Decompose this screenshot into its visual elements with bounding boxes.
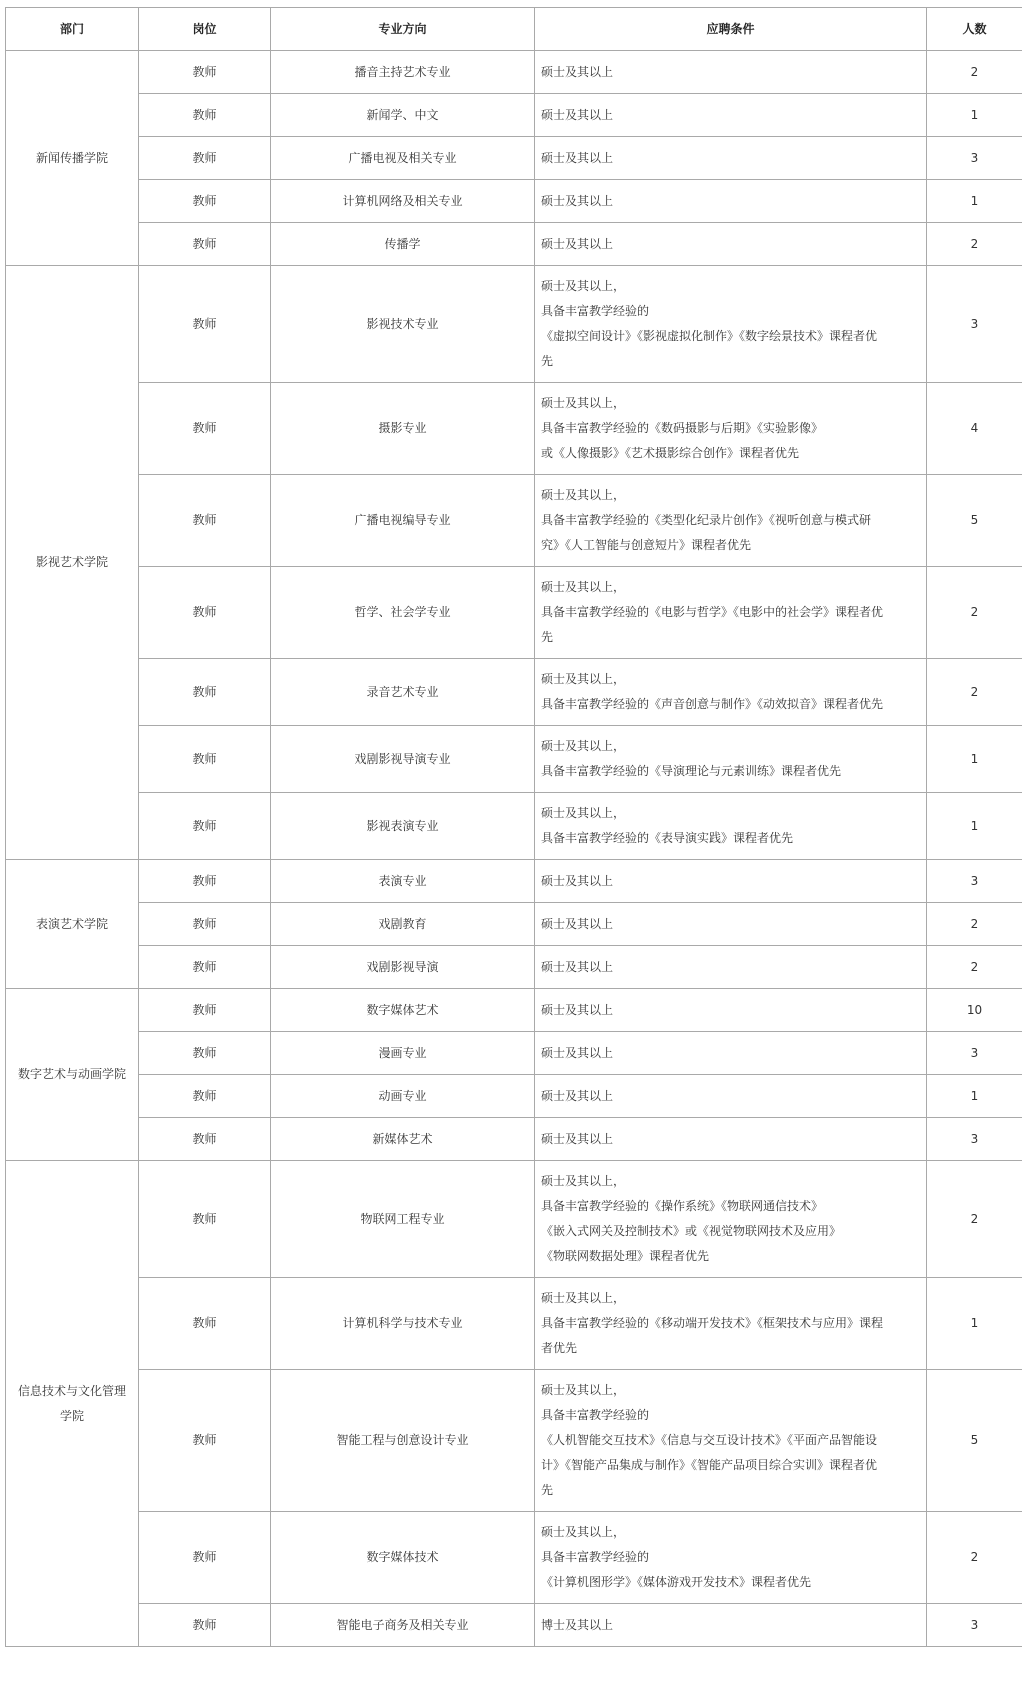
- requirement-cell: [535, 1604, 927, 1647]
- count-cell: 2: [927, 659, 1023, 726]
- table-row: [6, 860, 1023, 903]
- requirement-line: 硕士及其以上: [541, 959, 614, 974]
- requirement-cell: [535, 51, 927, 94]
- major-cell: 广播电视及相关专业: [271, 137, 535, 180]
- count-cell: 5: [927, 475, 1023, 567]
- requirement-cell: [535, 946, 927, 989]
- major-cell: 智能工程与创意设计专业: [271, 1370, 535, 1512]
- requirement-cell: [535, 989, 927, 1032]
- count-cell: 2: [927, 51, 1023, 94]
- requirement-line: 硕士及其以上，: [541, 396, 626, 410]
- position-cell: 教师: [139, 266, 271, 383]
- count-cell: 2: [927, 1161, 1023, 1278]
- count-cell: 3: [927, 1118, 1023, 1161]
- table-row: [6, 1118, 1023, 1161]
- table-header-row: [6, 8, 1023, 51]
- count-cell: 2: [927, 567, 1023, 659]
- major-cell: 哲学、社会学专业: [271, 567, 535, 659]
- requirement-line: 硕士及其以上，: [541, 1174, 626, 1188]
- requirement-cell: [535, 94, 927, 137]
- table-row: [6, 223, 1023, 266]
- requirement-line: 《计算机图形学》《媒体游戏开发技术》课程者优先: [541, 1575, 812, 1589]
- major-cell: 影视技术专业: [271, 266, 535, 383]
- dept-cell: 数字艺术与动画学院: [6, 989, 139, 1161]
- requirement-line: 具备丰富教学经验的《操作系统》《物联网通信技术》: [541, 1199, 824, 1213]
- requirement-line: 硕士及其以上: [541, 236, 614, 251]
- major-cell: 漫画专业: [271, 1032, 535, 1075]
- requirement-line: 计》《智能产品集成与制作》《智能产品项目综合实训》课程者优: [541, 1458, 878, 1472]
- requirement-line: 具备丰富教学经验的: [541, 304, 650, 318]
- count-cell: 4: [927, 383, 1023, 475]
- count-cell: 1: [927, 94, 1023, 137]
- table-row: [6, 51, 1023, 94]
- requirement-line: 具备丰富教学经验的《移动端开发技术》《框架技术与应用》课程: [541, 1316, 884, 1330]
- major-cell: 录音艺术专业: [271, 659, 535, 726]
- header-dept: 部门: [6, 8, 139, 51]
- position-cell: 教师: [139, 567, 271, 659]
- header-position: 岗位: [139, 8, 271, 51]
- requirement-line: 具备丰富教学经验的: [541, 1408, 650, 1422]
- requirement-line: 具备丰富教学经验的《数码摄影与后期》《实验影像》: [541, 421, 824, 435]
- major-cell: 计算机科学与技术专业: [271, 1278, 535, 1370]
- count-cell: 2: [927, 903, 1023, 946]
- requirement-cell: [535, 266, 927, 383]
- count-cell: 1: [927, 1278, 1023, 1370]
- table-row: [6, 903, 1023, 946]
- recruitment-table: [5, 7, 1022, 1647]
- position-cell: 教师: [139, 946, 271, 989]
- table-row: [6, 793, 1023, 860]
- major-cell: 广播电视编导专业: [271, 475, 535, 567]
- position-cell: 教师: [139, 989, 271, 1032]
- requirement-line: 者优先: [541, 1341, 578, 1355]
- major-cell: 播音主持艺术专业: [271, 51, 535, 94]
- count-cell: 1: [927, 726, 1023, 793]
- table-body: [6, 51, 1023, 1647]
- requirement-line: 硕士及其以上，: [541, 1383, 626, 1397]
- requirement-line: 硕士及其以上，: [541, 279, 626, 293]
- requirement-line: 硕士及其以上，: [541, 672, 626, 686]
- major-cell: 表演专业: [271, 860, 535, 903]
- table-row: [6, 1604, 1023, 1647]
- header-requirement: 应聘条件: [535, 8, 927, 51]
- requirement-line: 《嵌入式网关及控制技术》或《视觉物联网技术及应用》: [541, 1224, 842, 1238]
- requirement-line: 硕士及其以上: [541, 107, 614, 122]
- position-cell: 教师: [139, 1604, 271, 1647]
- count-cell: 3: [927, 137, 1023, 180]
- requirement-cell: [535, 1370, 927, 1512]
- table-row: [6, 383, 1023, 475]
- major-cell: 影视表演专业: [271, 793, 535, 860]
- count-cell: 10: [927, 989, 1023, 1032]
- requirement-line: 硕士及其以上，: [541, 488, 626, 502]
- requirement-cell: [535, 659, 927, 726]
- major-cell: 戏剧影视导演: [271, 946, 535, 989]
- major-cell: 计算机网络及相关专业: [271, 180, 535, 223]
- requirement-cell: [535, 180, 927, 223]
- requirement-line: 具备丰富教学经验的《导演理论与元素训练》课程者优先: [541, 764, 842, 778]
- table-row: [6, 137, 1023, 180]
- header-count: 人数: [927, 8, 1023, 51]
- requirement-line: 硕士及其以上，: [541, 739, 626, 753]
- requirement-line: 具备丰富教学经验的《类型化纪录片创作》《视听创意与模式研: [541, 513, 872, 527]
- table-row: [6, 989, 1023, 1032]
- requirement-line: 硕士及其以上，: [541, 806, 626, 820]
- requirement-line: 《虚拟空间设计》《影视虚拟化制作》《数字绘景技术》课程者优: [541, 329, 878, 343]
- table-row: [6, 1278, 1023, 1370]
- position-cell: 教师: [139, 1075, 271, 1118]
- table-row: [6, 1075, 1023, 1118]
- position-cell: 教师: [139, 860, 271, 903]
- count-cell: 1: [927, 180, 1023, 223]
- table-row: [6, 1032, 1023, 1075]
- position-cell: 教师: [139, 1512, 271, 1604]
- table-row: [6, 94, 1023, 137]
- position-cell: 教师: [139, 51, 271, 94]
- major-cell: 新闻学、中文: [271, 94, 535, 137]
- requirement-cell: [535, 860, 927, 903]
- count-cell: 2: [927, 1512, 1023, 1604]
- major-cell: 新媒体艺术: [271, 1118, 535, 1161]
- requirement-line: 硕士及其以上: [541, 64, 614, 79]
- requirement-line: 博士及其以上: [541, 1617, 614, 1632]
- major-cell: 戏剧影视导演专业: [271, 726, 535, 793]
- table-row: [6, 180, 1023, 223]
- dept-cell: 新闻传播学院: [6, 51, 139, 266]
- requirement-line: 先: [541, 354, 554, 368]
- position-cell: 教师: [139, 903, 271, 946]
- requirement-cell: [535, 1512, 927, 1604]
- major-cell: 动画专业: [271, 1075, 535, 1118]
- position-cell: 教师: [139, 659, 271, 726]
- requirement-cell: [535, 1278, 927, 1370]
- count-cell: 2: [927, 223, 1023, 266]
- count-cell: 5: [927, 1370, 1023, 1512]
- major-cell: 数字媒体艺术: [271, 989, 535, 1032]
- table-row: [6, 567, 1023, 659]
- count-cell: 2: [927, 946, 1023, 989]
- requirement-line: 《物联网数据处理》课程者优先: [541, 1249, 710, 1263]
- major-cell: 传播学: [271, 223, 535, 266]
- major-cell: 戏剧教育: [271, 903, 535, 946]
- position-cell: 教师: [139, 1118, 271, 1161]
- header-major: 专业方向: [271, 8, 535, 51]
- requirement-cell: [535, 726, 927, 793]
- requirement-cell: [535, 793, 927, 860]
- requirement-cell: [535, 1075, 927, 1118]
- dept-cell: 表演艺术学院: [6, 860, 139, 989]
- table-row: [6, 659, 1023, 726]
- count-cell: 1: [927, 1075, 1023, 1118]
- requirement-line: 硕士及其以上: [541, 193, 614, 208]
- position-cell: 教师: [139, 94, 271, 137]
- dept-cell: 影视艺术学院: [6, 266, 139, 860]
- count-cell: 3: [927, 1032, 1023, 1075]
- requirement-cell: [535, 383, 927, 475]
- position-cell: 教师: [139, 1032, 271, 1075]
- requirement-cell: [535, 1032, 927, 1075]
- requirement-line: 硕士及其以上: [541, 1002, 614, 1017]
- requirement-line: 硕士及其以上: [541, 873, 614, 888]
- requirement-line: 具备丰富教学经验的《表导演实践》课程者优先: [541, 831, 794, 845]
- requirement-line: 具备丰富教学经验的: [541, 1550, 650, 1564]
- requirement-line: 先: [541, 1483, 554, 1497]
- major-cell: 摄影专业: [271, 383, 535, 475]
- requirement-line: 硕士及其以上: [541, 1045, 614, 1060]
- position-cell: 教师: [139, 1161, 271, 1278]
- table-row: [6, 946, 1023, 989]
- position-cell: 教师: [139, 1278, 271, 1370]
- count-cell: 3: [927, 1604, 1023, 1647]
- position-cell: 教师: [139, 475, 271, 567]
- requirement-line: 硕士及其以上: [541, 150, 614, 165]
- position-cell: 教师: [139, 793, 271, 860]
- table-row: [6, 1370, 1023, 1512]
- requirement-line: 《人机智能交互技术》《信息与交互设计技术》《平面产品智能设: [541, 1433, 878, 1447]
- table-row: [6, 726, 1023, 793]
- requirement-line: 硕士及其以上，: [541, 1291, 626, 1305]
- requirement-cell: [535, 223, 927, 266]
- requirement-line: 硕士及其以上，: [541, 1525, 626, 1539]
- major-cell: 物联网工程专业: [271, 1161, 535, 1278]
- count-cell: 3: [927, 860, 1023, 903]
- requirement-line: 硕士及其以上: [541, 1088, 614, 1103]
- major-cell: 数字媒体技术: [271, 1512, 535, 1604]
- requirement-cell: [535, 137, 927, 180]
- requirement-line: 具备丰富教学经验的《电影与哲学》《电影中的社会学》课程者优: [541, 605, 884, 619]
- count-cell: 3: [927, 266, 1023, 383]
- position-cell: 教师: [139, 726, 271, 793]
- requirement-cell: [535, 1161, 927, 1278]
- position-cell: 教师: [139, 223, 271, 266]
- table-row: [6, 1512, 1023, 1604]
- requirement-line: 先: [541, 630, 554, 644]
- requirement-line: 硕士及其以上: [541, 916, 614, 931]
- count-cell: 1: [927, 793, 1023, 860]
- table-row: [6, 266, 1023, 383]
- position-cell: 教师: [139, 180, 271, 223]
- table-row: [6, 475, 1023, 567]
- requirement-cell: [535, 903, 927, 946]
- position-cell: 教师: [139, 383, 271, 475]
- requirement-line: 究》《人工智能与创意短片》课程者优先: [541, 538, 752, 552]
- table-row: [6, 1161, 1023, 1278]
- requirement-cell: [535, 567, 927, 659]
- dept-cell: 信息技术与文化管理学院: [6, 1161, 139, 1647]
- recruitment-table-page: [5, 7, 1022, 1682]
- requirement-line: 或《人像摄影》《艺术摄影综合创作》课程者优先: [541, 446, 800, 460]
- requirement-line: 具备丰富教学经验的《声音创意与制作》《动效拟音》课程者优先: [541, 697, 884, 711]
- requirement-cell: [535, 1118, 927, 1161]
- major-cell: 智能电子商务及相关专业: [271, 1604, 535, 1647]
- requirement-cell: [535, 475, 927, 567]
- requirement-line: 硕士及其以上，: [541, 580, 626, 594]
- position-cell: 教师: [139, 1370, 271, 1512]
- requirement-line: 硕士及其以上: [541, 1131, 614, 1146]
- position-cell: 教师: [139, 137, 271, 180]
